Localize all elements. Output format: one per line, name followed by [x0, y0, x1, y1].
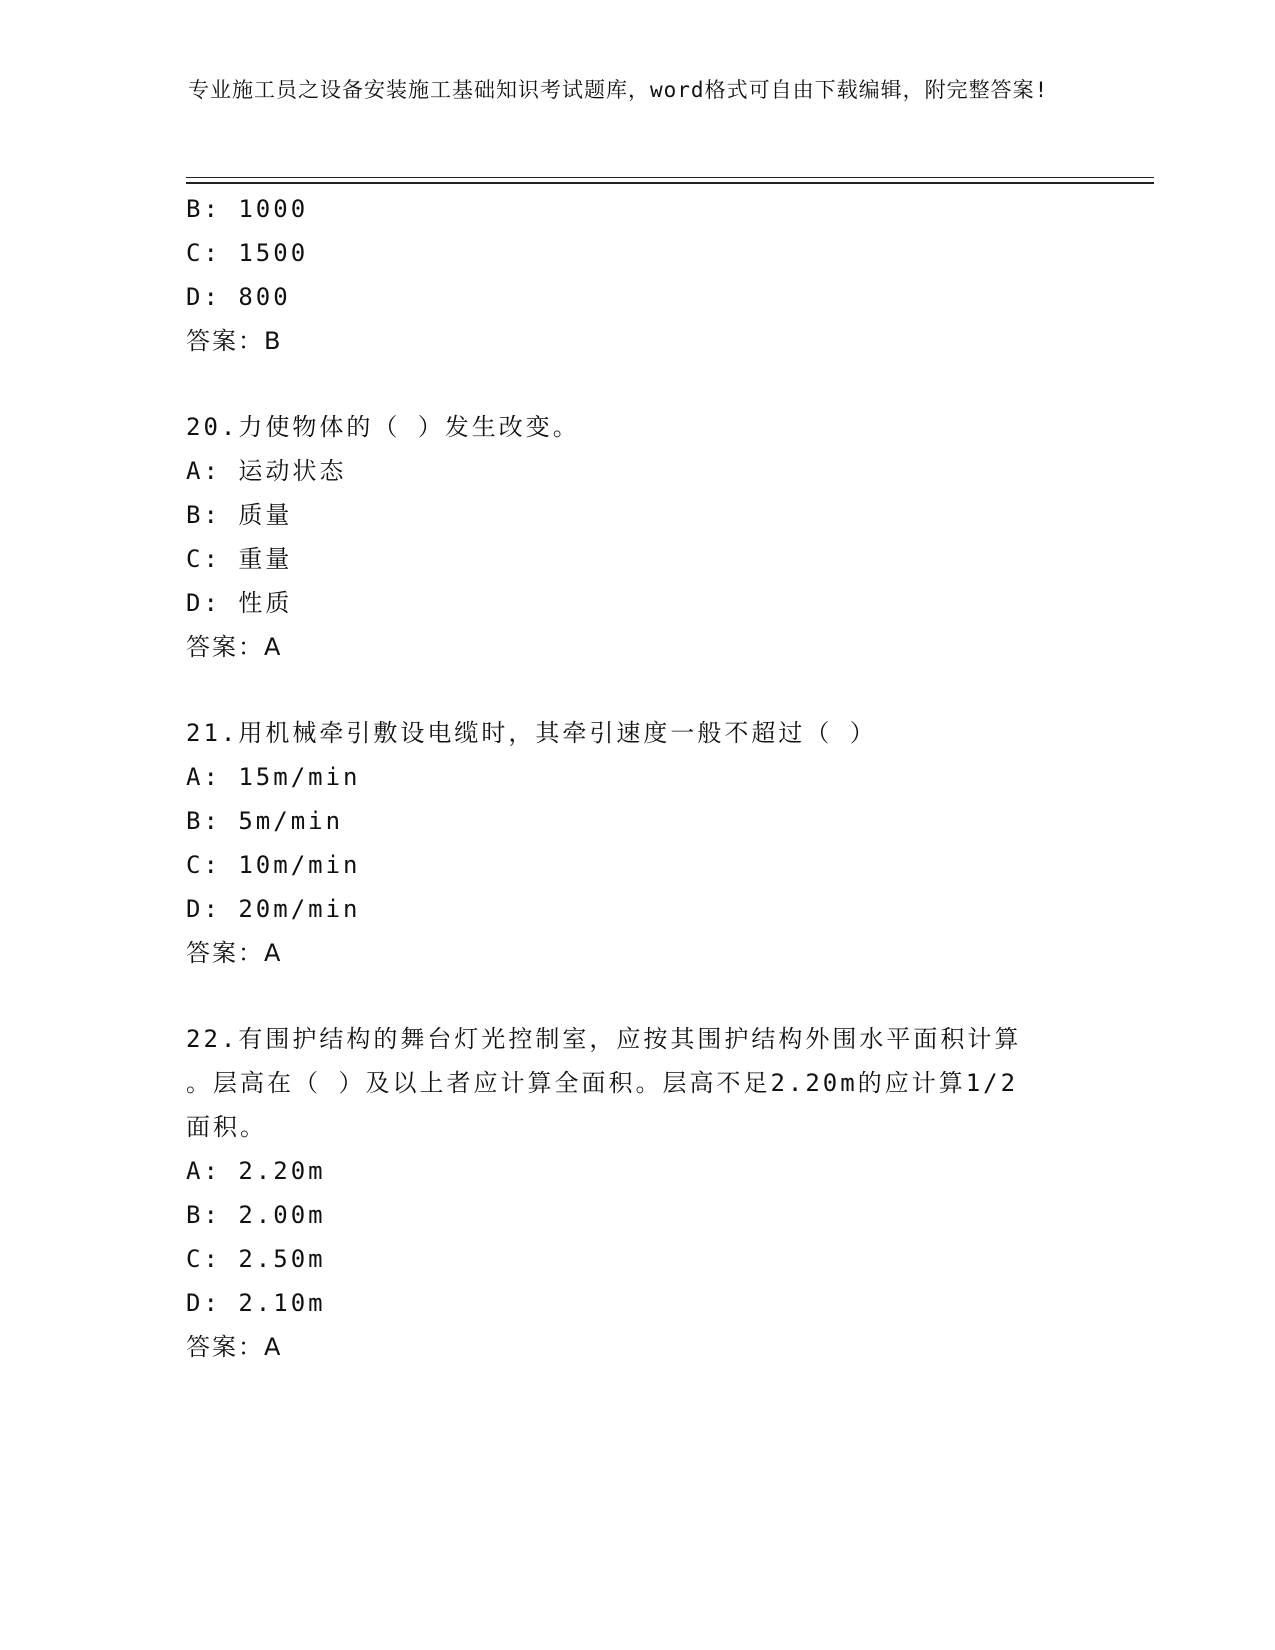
option-c: C: 2.50m [186, 1245, 326, 1273]
option-a: A: 15m/min [186, 763, 361, 791]
question-stem-line-2: 。层高在（ ）及以上者应计算全面积。层高不足2.20m的应计算1/2 [186, 1069, 1019, 1097]
document-header: 专业施工员之设备安装施工基础知识考试题库，word格式可自由下载编辑，附完整答案! [188, 78, 1049, 102]
answer-line: 答案：B [186, 327, 283, 355]
option-a: A: 2.20m [186, 1157, 326, 1185]
option-c: C: 10m/min [186, 851, 361, 879]
option-d: D: 性质 [186, 589, 293, 617]
answer-line: 答案：A [186, 633, 283, 661]
header-rule-thick [186, 182, 1154, 184]
question-stem: 21.用机械牵引敷设电缆时，其牵引速度一般不超过（ ） [186, 719, 877, 747]
option-a: A: 运动状态 [186, 457, 347, 485]
answer-line: 答案：A [186, 1333, 283, 1361]
option-b: B: 1000 [186, 195, 309, 223]
option-c: C: 重量 [186, 545, 293, 573]
option-b: B: 质量 [186, 501, 293, 529]
option-d: D: 800 [186, 283, 291, 311]
question-stem-line-1: 22.有围护结构的舞台灯光控制室，应按其围护结构外围水平面积计算 [186, 1025, 1022, 1053]
question-stem: 20.力使物体的（ ）发生改变。 [186, 413, 580, 441]
option-d: D: 20m/min [186, 895, 361, 923]
option-d: D: 2.10m [186, 1289, 326, 1317]
header-rule-thin [186, 177, 1154, 178]
option-c: C: 1500 [186, 239, 309, 267]
option-b: B: 5m/min [186, 807, 344, 835]
option-b: B: 2.00m [186, 1201, 326, 1229]
question-stem-line-3: 面积。 [186, 1113, 267, 1141]
answer-line: 答案：A [186, 939, 283, 967]
